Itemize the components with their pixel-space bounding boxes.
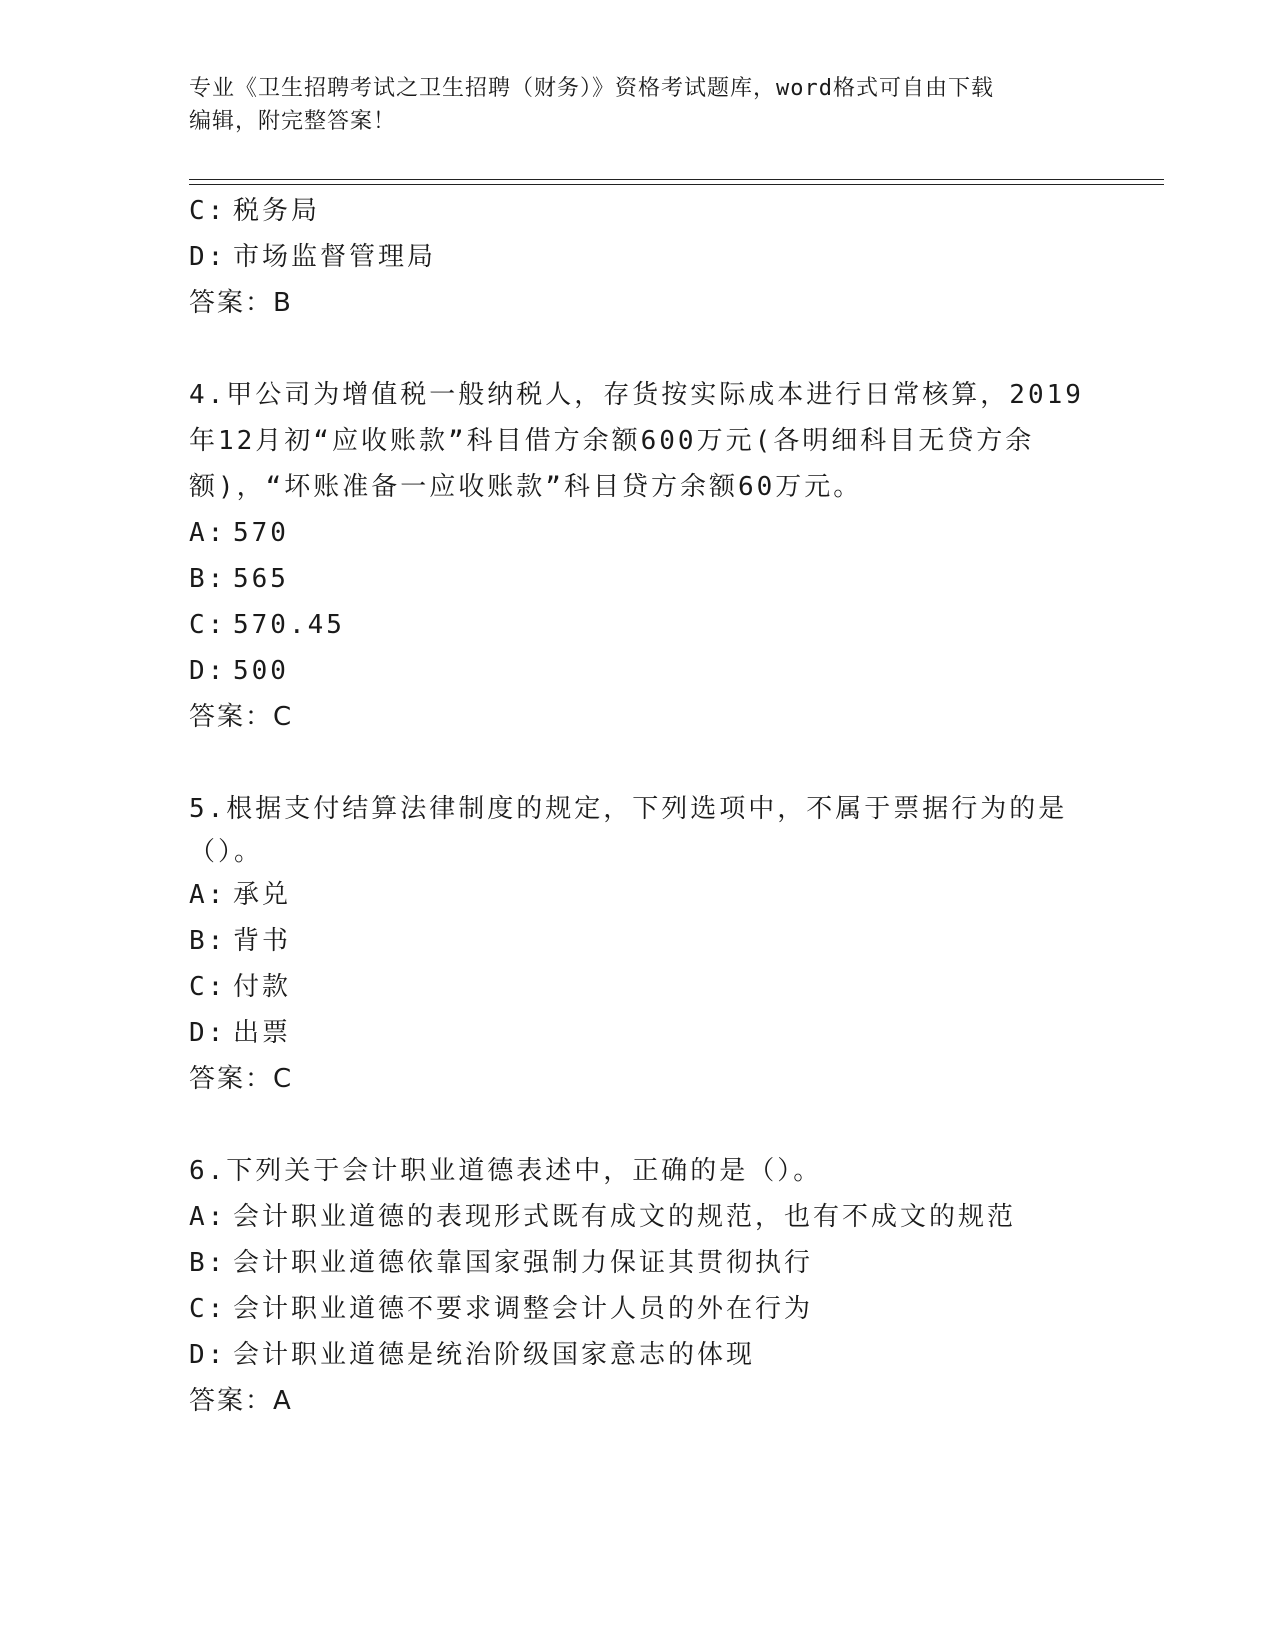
answer-line: 答案：C: [189, 1064, 294, 1094]
option-text: 会计职业道德依靠国家强制力保证其贯彻执行: [233, 1248, 814, 1278]
option-letter: A:: [189, 1202, 227, 1232]
option-c: [189, 188, 1089, 234]
option-text: 出票: [233, 1018, 292, 1048]
question-4: [189, 372, 1089, 740]
question-stem-line: 4.甲公司为增值税一般纳税人，存货按实际成本进行日常核算，2019: [189, 380, 1084, 410]
option-text: 税务局: [233, 196, 321, 226]
option-text: 565: [233, 564, 289, 594]
option-letter: C:: [189, 972, 227, 1002]
question-stem-line: 6.下列关于会计职业道德表述中，正确的是（）。: [189, 1156, 823, 1186]
question-stem-line: 额)，“坏账准备一应收账款”科目贷方余额60万元。: [189, 472, 863, 502]
option-d: [189, 234, 1089, 280]
question-list: [189, 188, 1089, 1424]
question-6: [189, 1148, 1089, 1424]
option-text: 会计职业道德不要求调整会计人员的外在行为: [233, 1294, 814, 1324]
option-letter: A:: [189, 880, 227, 910]
header-divider-top: [189, 179, 1164, 180]
option-text: 承兑: [233, 880, 292, 910]
option-text: 会计职业道德的表现形式既有成文的规范，也有不成文的规范: [233, 1202, 1017, 1232]
option-text: 570.45: [233, 610, 345, 640]
option-text: 付款: [233, 972, 292, 1002]
question-5: [189, 786, 1089, 1102]
question-stem-line: 年12月初“应收账款”科目借方余额600万元(各明细科目无贷方余: [189, 426, 1035, 456]
option-c: [189, 964, 1089, 1010]
option-d: [189, 1332, 1089, 1378]
option-d: [189, 648, 1089, 694]
option-d: [189, 1010, 1089, 1056]
option-text: 会计职业道德是统治阶级国家意志的体现: [233, 1340, 756, 1370]
option-letter: C:: [189, 1294, 227, 1324]
answer-line: 答案：B: [189, 288, 293, 318]
option-letter: D:: [189, 1018, 227, 1048]
option-letter: D:: [189, 242, 227, 272]
option-b: [189, 918, 1089, 964]
option-text: 500: [233, 656, 289, 686]
document-header: [189, 72, 1089, 138]
option-text: 570: [233, 518, 289, 548]
option-c: [189, 1286, 1089, 1332]
option-a: [189, 1194, 1089, 1240]
option-c: [189, 602, 1089, 648]
option-letter: B:: [189, 926, 227, 956]
option-b: [189, 1240, 1089, 1286]
header-divider-bottom: [189, 184, 1164, 185]
answer-line: 答案：A: [189, 1386, 293, 1416]
option-a: [189, 872, 1089, 918]
option-letter: D:: [189, 656, 227, 686]
option-letter: B:: [189, 1248, 227, 1278]
option-text: 市场监督管理局: [233, 242, 437, 272]
question-3-tail: [189, 188, 1089, 326]
option-letter: C:: [189, 610, 227, 640]
option-letter: C:: [189, 196, 227, 226]
question-stem-line: （）。: [189, 837, 264, 867]
question-stem-line: 5.根据支付结算法律制度的规定，下列选项中，不属于票据行为的是: [189, 794, 1068, 824]
answer-line: 答案：C: [189, 702, 294, 732]
header-line-1: 专业《卫生招聘考试之卫生招聘（财务）》资格考试题库，word格式可自由下载: [189, 76, 994, 101]
option-letter: B:: [189, 564, 227, 594]
option-letter: D:: [189, 1340, 227, 1370]
header-line-2: 编辑，附完整答案！: [189, 109, 397, 134]
option-b: [189, 556, 1089, 602]
option-a: [189, 510, 1089, 556]
option-letter: A:: [189, 518, 227, 548]
option-text: 背书: [233, 926, 292, 956]
